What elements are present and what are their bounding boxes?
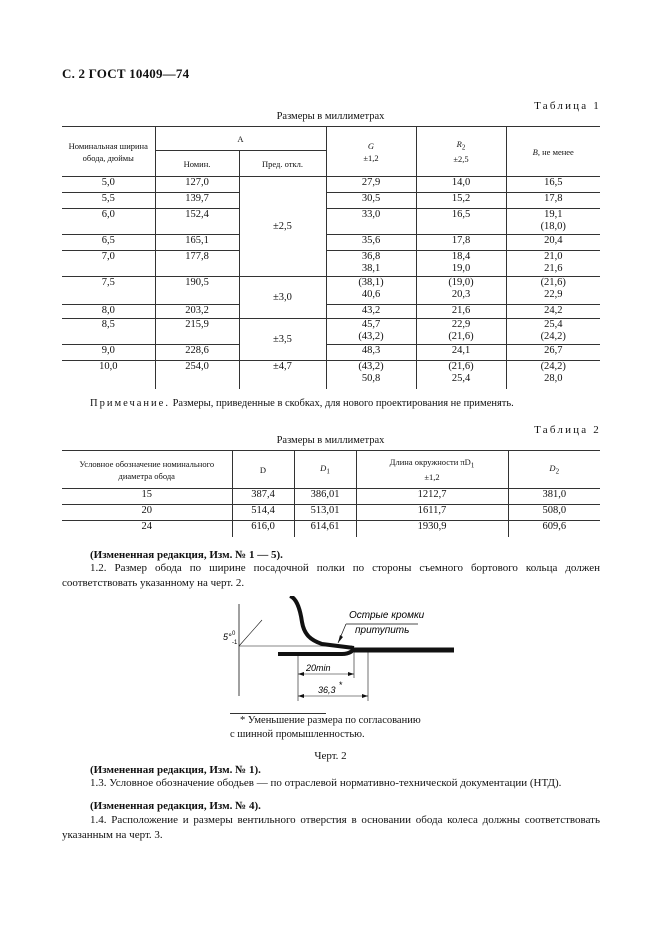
table-row: 8,5 215,9 ±3,5 45,7 (43,2) 22,9 (21,6) 25,4 (24,2) (62, 319, 600, 345)
t1-head-dev: Пред. откл. (239, 151, 326, 177)
t2-head-designation: Условное обозначение номинального диаметра обода (62, 451, 232, 489)
footnote-line-1: * Уменьшение размера по согласованию (240, 715, 421, 726)
table1-caption: Размеры в миллиметрах (276, 111, 385, 122)
t1-head-width: Номинальная ширина обода, дюймы (62, 127, 155, 177)
table1 (62, 126, 600, 389)
svg-text:*: * (339, 680, 343, 690)
amendment-note-1: (Измененная редакция, Изм. № 1 — 5). (90, 549, 283, 561)
table-row: 6,0 152,4 33,0 16,5 19,1 (18,0) (62, 209, 600, 235)
rim-drawing (222, 596, 512, 716)
svg-text:-1: -1 (232, 640, 238, 646)
t1-head-g: G ±1,2 (326, 127, 416, 177)
label-angle: 5° (223, 632, 232, 642)
label-dim-20min: 20min (306, 663, 331, 673)
table2-caption: Размеры в миллиметрах (276, 435, 385, 446)
paragraph-1-3: 1.3. Условное обозначение ободьев — по отраслевой нормативно-технической документации (НТД). (90, 777, 562, 789)
label-sharp-edges: Острые кромки (349, 610, 425, 621)
t1-dev-group-1: ±2,5 (239, 177, 326, 277)
table-row: 10,0 254,0 ±4,7 (43,2) 50,8 (21,6) 25,4 (24,2) 28,0 (62, 361, 600, 389)
t2-head-d: D (232, 451, 294, 489)
t1-head-a: A (155, 127, 326, 151)
bead-seat (278, 648, 354, 654)
table-row: 7,5 190,5 ±3,0 (38,1) 40,6 (19,0) 20,3 (21,6) 22,9 (62, 277, 600, 305)
table1-label: Таблица 1 (534, 100, 601, 112)
t1-dev-group-3: ±3,5 (239, 319, 326, 361)
page-header: С. 2 ГОСТ 10409—74 (62, 66, 190, 81)
table-row: 6,5 165,1 35,6 17,8 20,4 (62, 235, 600, 251)
table-row: 20 514,4 513,01 1611,7 508,0 (62, 505, 600, 521)
label-dim-36-3: 36,3 (318, 685, 336, 695)
table-row: 7,0 177,8 36,8 38,1 18,4 19,0 21,0 21,6 (62, 251, 600, 277)
table-row: 24 616,0 614,61 1930,9 609,6 (62, 521, 600, 537)
table2-label: Таблица 2 (534, 424, 601, 436)
t1-head-r: $R_2$ ±2,5 (416, 127, 506, 177)
footnote-line-2: с шинной промышленностью. (230, 729, 365, 740)
label-blunt: притупить (355, 625, 410, 636)
amendment-note-3: (Измененная редакция, Изм. № 4). (90, 800, 261, 812)
paragraph-1-2: 1.2. Размер обода по ширине посадочной полки по стороны съемного бортового кольца должен соответствовать указанному на черт. 2. (62, 562, 600, 589)
rim-flange (290, 596, 354, 648)
t2-head-d2: $D_2$ (508, 451, 600, 489)
amendment-note-2: (Измененная редакция, Изм. № 1). (90, 764, 261, 776)
table-row: 15 387,4 386,01 1212,7 381,0 (62, 489, 600, 505)
paragraph-1-4: 1.4. Расположение и размеры вентильного отверстия в основании обода колеса должны соответствовать указанным на черт. 3. (62, 814, 600, 841)
t2-head-d1: $D_1$ (294, 451, 356, 489)
table-row: 8,0 203,2 43,2 21,6 24,2 (62, 305, 600, 319)
svg-text:0: 0 (232, 631, 236, 637)
table-row: 5,0 127,0 ±2,5 27,9 14,0 16,5 (62, 177, 600, 193)
t1-head-nom: Номин. (155, 151, 239, 177)
figure-caption: Черт. 2 (314, 750, 347, 762)
table-row: 5,5 139,7 30,5 15,2 17,8 (62, 193, 600, 209)
table-row: 9,0 228,6 48,3 24,1 26,7 (62, 345, 600, 361)
t1-dev-group-2: ±3,0 (239, 277, 326, 319)
t2-head-length: Длина окружности $\pi D_1$ ±1,2 (356, 451, 508, 489)
table1-note: Примечание. Размеры, приведенные в скобках, для нового проектирования не применять. (90, 398, 514, 409)
table2 (62, 450, 600, 537)
t1-head-b: B, не менее (506, 127, 600, 177)
